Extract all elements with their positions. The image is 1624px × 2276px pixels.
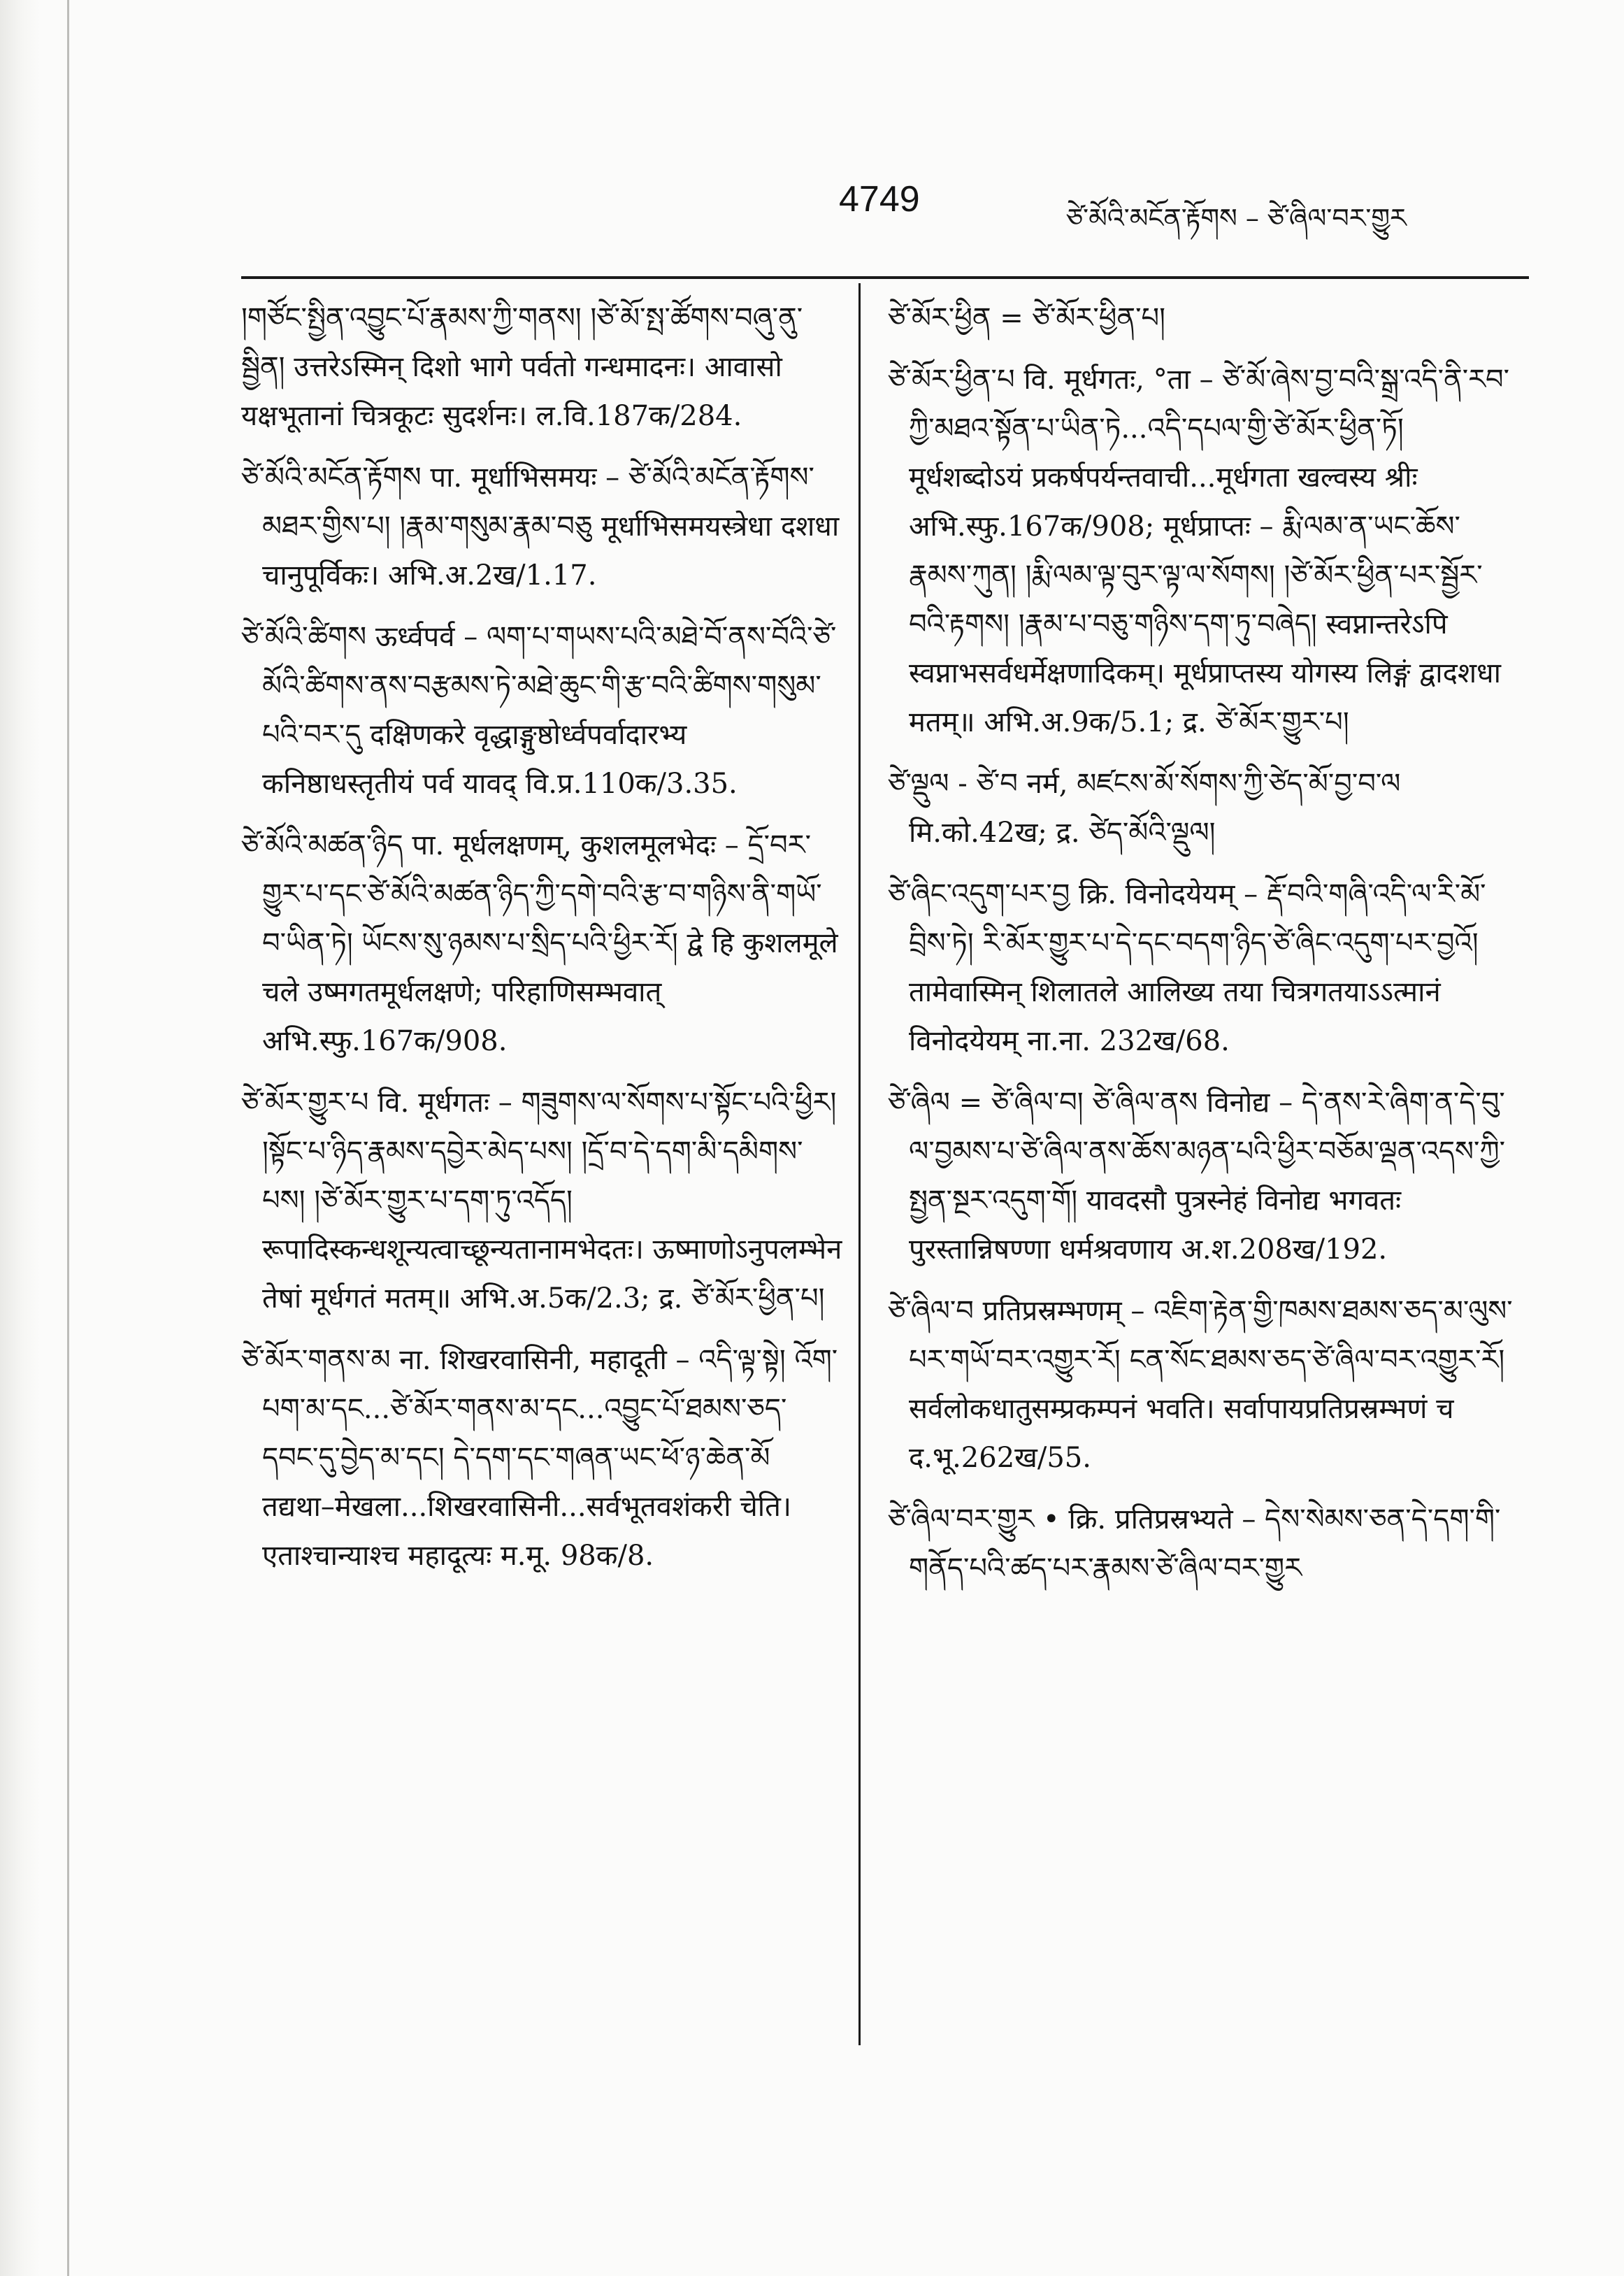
dictionary-entry: ཙེ་མོར་ཕྱིན་པ वि. मूर्धगतः, °ता – ཙེ་མོ་ཞེས་བྱ་བའི་སྒྲ་འདི་ནི་རབ་ཀྱི་མཐའ་སྟོན་པ་ཡིན་ཏེ...འདི་དཔལ་གྱི་ཙེ་མོར་ཕྱིན་ཏོ། मूर्धशब्दोऽयं प्रकर्षपर्यन्तवाची...मूर्धगता खल्वस्य श्रीः अभि.स्फु.167क/908; मूर्धप्राप्तः – རྨི་ལམ་ན་ཡང་ཆོས་རྣམས་ཀུན། །རྨི་ལམ་ལྟ་བུར་ལྟ་ལ་སོགས། །ཙེ་མོར་ཕྱིན་པར་སྦྱོར་བའི་རྟགས། །རྣམ་པ་བཅུ་གཉིས་དག་ཏུ་བཞེད། स्वप्नान्तरेऽपि स्वप्नाभसर्वधर्मेक्षणादिकम्। मूर्धप्राप्तस्य योगस्य लिङ्गं द्वादशधा मतम्॥ अभि.अ.9क/5.1; द्र. ཙེ་མོར་གྱུར་པ།: [888, 364, 1510, 738]
dictionary-entry: ཙེ་མོའི་མངོན་རྟོགས पा. मूर्धाभिसमयः – ཙེ་མོའི་མངོན་རྟོགས་མཐར་གྱིས་པ། །རྣམ་གསུམ་རྣམ་བཅུ मूर्धाभिसमयस्त्रेधा दशधा चानुपूर्विकः। अभि.अ.2ख/1.17.: [241, 461, 840, 592]
dictionary-entry: ཙེ་མོར་གྱུར་པ वि. मूर्धगतः – གཟུགས་ལ་སོགས་པ་སྟོང་པའི་ཕྱིར། །སྟོང་པ་ཉིད་རྣམས་དབྱེར་མེད་པས། །དྲོ་བ་དེ་དག་མི་དམིགས་པས། །ཙེ་མོར་གྱུར་པ་དག་ཏུ་འདོད། रूपादिस्कन्धशून्यत्वाच्छून्यतानामभेदतः। ऊष्माणोऽनुपलम्भेन तेषां मूर्धगतं मतम्॥ अभि.अ.5क/2.3; द्र. ཙེ་མོར་ཕྱིན་པ།: [241, 1087, 842, 1315]
right-column: [888, 294, 1517, 1605]
left-column: [241, 294, 842, 1593]
running-head: ཙེ་མོའི་མངོན་རྟོགས – ཙེ་ཞིལ་བར་གྱུར: [1066, 203, 1407, 234]
dictionary-entry: ཙེ་མོའི་མཚན་ཉིད पा. मूर्धलक्षणम्, कुशलमूलभेदः – དྲོ་བར་གྱུར་པ་དང་ཙེ་མོའི་མཚན་ཉིད་ཀྱི་དགེ་བའི་རྩ་བ་གཉིས་ནི་གཡོ་བ་ཡིན་ཏེ། ཡོངས་སུ་ཉམས་པ་སྲིད་པའི་ཕྱིར་རོ། द्वे हि कुशलमूले चले उष्मगतमूर्धलक्षणे; परिहाणिसम्भवात् अभि.स्फु.167क/908.: [241, 829, 838, 1057]
dictionary-entry: ཙེ་ཞིལ = ཙེ་ཞིལ་བ། ཙེ་ཞིལ་ནས विनोद्य – དེ་ནས་རེ་ཞིག་ན་དེ་བུ་ལ་བྱམས་པ་ཙེ་ཞིལ་ནས་ཆོས་མཉན་པའི་ཕྱིར་བཅོམ་ལྡན་འདས་ཀྱི་སྤྱན་སྔར་འདུག་གོ། यावदसौ पुत्रस्नेहं विनोद्य भगवतः पुरस्तान्निषण्णा धर्मश्रवणाय अ.श.208ख/192.: [888, 1087, 1505, 1266]
dictionary-entry: ཙེ་ཞིལ་བར་གྱུར • क्रि. प्रतिप्रस्रभ्यते – དེས་སེམས་ཅན་དེ་དག་གི་གནོད་པའི་ཚད་པར་རྣམས་ཙེ་ཞིལ་བར་གྱུར: [888, 1503, 1501, 1584]
dictionary-entry: ཙེ་མོར་ཕྱིན = ཙེ་མོར་ཕྱིན་པ།: [888, 302, 1165, 334]
dictionary-entry: ཙེ་ལྡུལ - ཙེ་བ नर्म, མཛངས་མོ་སོགས་ཀྱི་ཙེད་མོ་བྱ་བ་ལ मि.को.42ख; द्र. ཙེད་མོའི་ལྡུལ།: [888, 768, 1401, 849]
header-rule: [241, 276, 1529, 279]
scan-binding-line: [67, 0, 69, 2276]
scan-edge-shadow: [0, 0, 41, 2276]
column-divider: [858, 283, 861, 2045]
dictionary-entry: ཙེ་ཞིང་འདུག་པར་བྱ क्रि. विनोदयेयम् – རྡོ་བའི་གཞི་འདི་ལ་རི་མོ་བྲིས་ཏེ། རི་མོར་གྱུར་པ་དེ་དང་བདག་ཉིད་ཙེ་ཞིང་འདུག་པར་བྱའོ། तामेवास्मिन् शिलातले आलिख्य तया चित्रगतयाऽऽत्मानं विनोदयेयम् ना.ना. 232ख/68.: [888, 878, 1486, 1057]
dictionary-entry: །གཙོང་སྤྱིན་འབྱུང་པོ་རྣམས་ཀྱི་གནས། །ཙེ་མོ་སྤ་ཚོགས་བཞུ་ནུ་སྦྱིན། उत्तरेऽस्मिन् दिशो भागे पर्वतो गन्धमादनः। आवासो यक्षभूतानां चित्रकूटः सुदर्शनः। ल.वि.187क/284.: [241, 302, 803, 432]
dictionary-entry: ཙེ་ཞིལ་བ प्रतिप्रस्रम्भणम् – འཇིག་རྟེན་གྱི་ཁམས་ཐམས་ཅད་མ་ལུས་པར་གཡོ་བར་འགྱུར་རོ། ངན་སོང་ཐམས་ཅད་ཙེ་ཞིལ་བར་འགྱུར་རོ། सर्वलोकधातुसम्प्रकम्पनं भवति। सर्वापायप्रतिप्रस्रम्भणं च द.भू.262ख/55.: [888, 1295, 1513, 1474]
page-number: 4749: [839, 179, 920, 220]
dictionary-entry: ཙེ་མོའི་ཚིགས ऊर्ध्वपर्व – ལག་པ་གཡས་པའི་མཐེ་བོ་ནས་བོའི་ཙེ་མོའི་ཚིགས་ནས་བརྩམས་ཏེ་མཐེ་ཆུང་གི་རྩ་བའི་ཚིགས་གསུམ་པའི་བར་དུ दक्षिणकरे वृद्धाङ्गुष्ठोर्ध्वपर्वादारभ्य कनिष्ठाधस्तृतीयं पर्व यावद् वि.प्र.110क/3.35.: [241, 621, 837, 800]
dictionary-entry: ཙེ་མོར་གནས་མ ना. शिखरवासिनी, महादूती – འདི་ལྟ་སྟེ། འོག་པག་མ་དང...ཙེ་མོར་གནས་མ་དང...འབྱུང་པོ་ཐམས་ཅད་དབང་དུ་བྱེད་མ་དང། དེ་དག་དང་གཞན་ཡང་ཕོ་ཉ་ཆེན་མོ तद्यथा–मेखला...शिखरवासिनी...सर्वभूतवशंकरी चेति। एताश्चान्याश्च महादूत्यः म.मू. 98क/8.: [241, 1344, 838, 1572]
